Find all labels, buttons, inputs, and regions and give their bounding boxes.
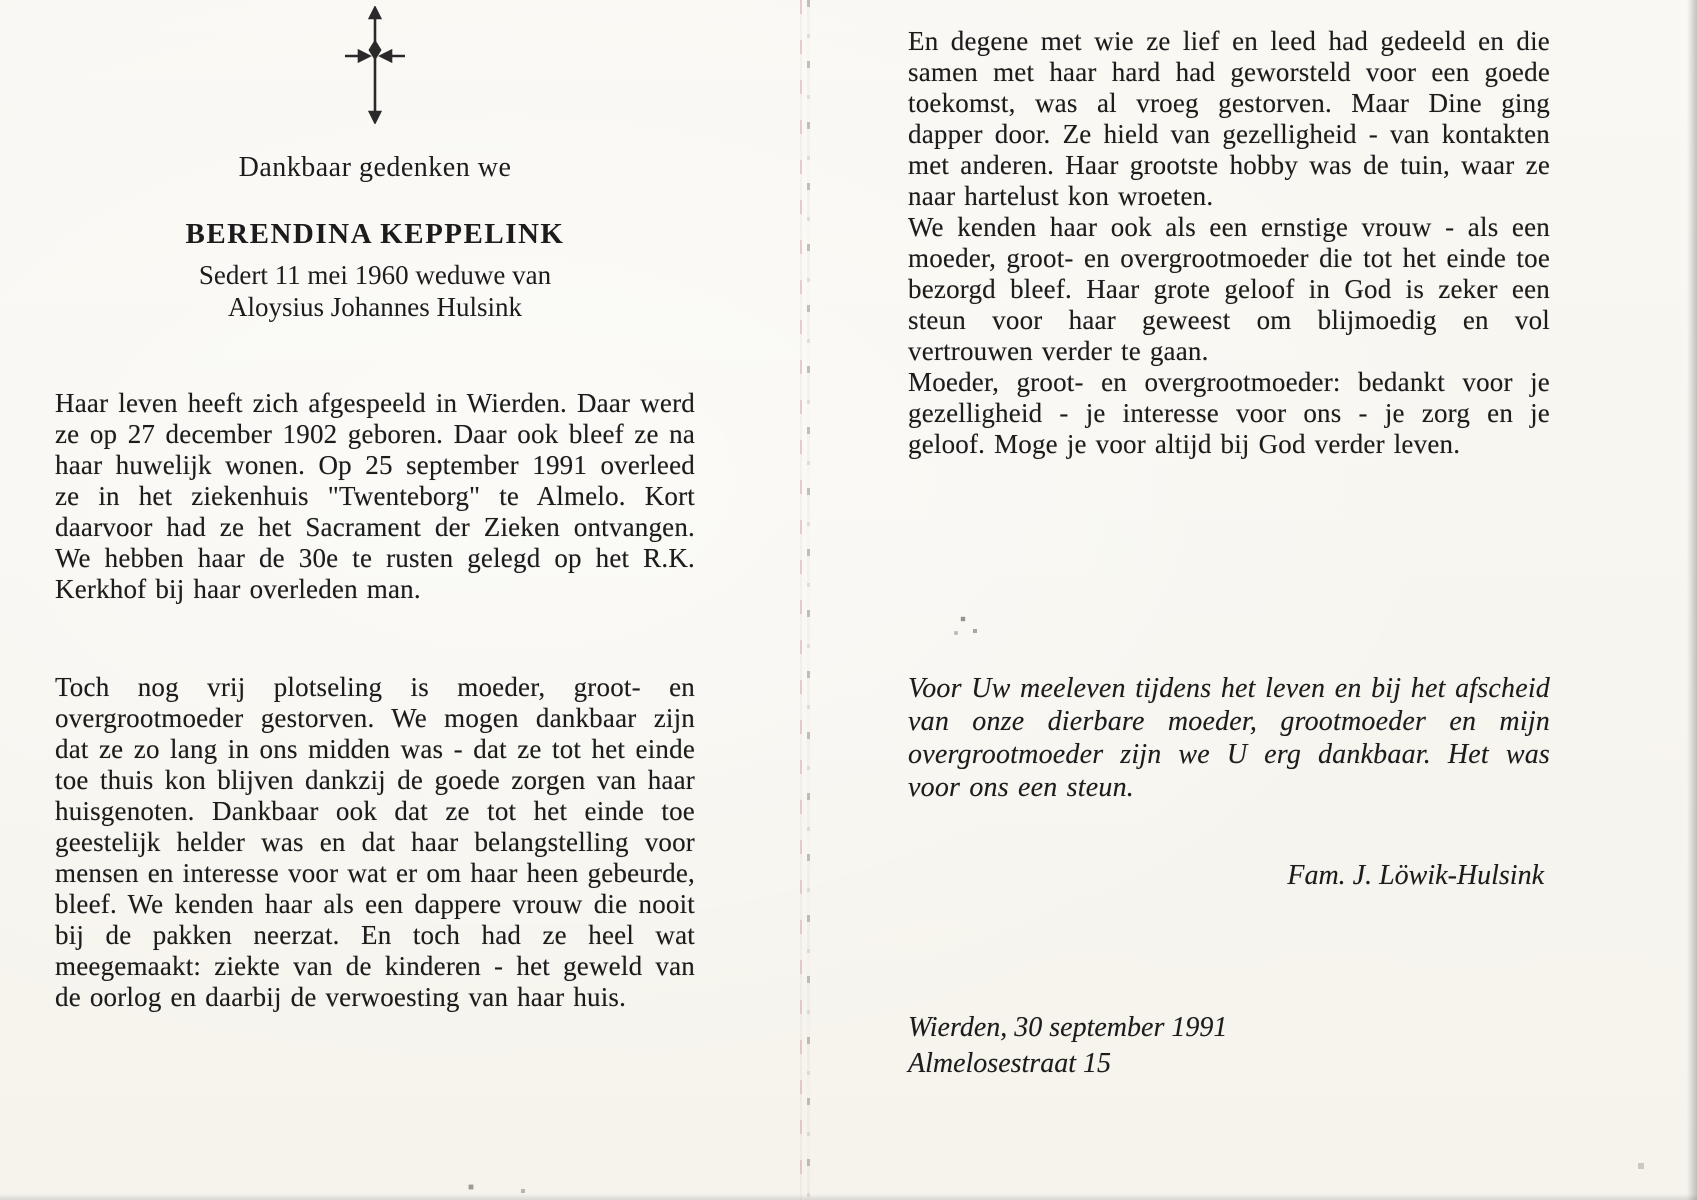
left-page <box>55 0 695 1200</box>
gratitude-paragraph: Toch nog vrij plotseling is moeder, groot- en overgrootmoeder gestorven. We mogen dankbaar zijn dat ze zo lang in ons midden was - dat ze tot het einde toe thuis kon blijven dankzij de goede zorgen van haar huisgenoten. Dankbaar ook dat ze tot het einde toe geestelijk helder was en dat haar belangstelling voor mensen en interesse voor wat er om haar heen gebeurde, bleef. We kenden haar als een dappere vrouw die nooit bij de pakken neerzat. En toch had ze heel wat meegemaakt: ziekte van de kinderen - het geweld van de oorlog en daarbij de verwoesting van haar huis. <box>55 672 695 1012</box>
character-paragraph: We kenden haar ook als een ernstige vrouw - als een moeder, groot- en overgrootmoeder die tot het einde toe bezorgd bleef. Haar grote geloof in God is zeker een steun voor haar geweest om blijmoedig en vol vertrouwen verder te gaan. <box>908 212 1550 366</box>
widow-since-line: Sedert 11 mei 1960 weduwe van <box>198 260 552 290</box>
memorial-text-block <box>908 26 1550 460</box>
address-line: Almelosestraat 15 <box>908 1048 1111 1079</box>
husband-memory-paragraph: En degene met wie ze lief en leed had gedeeld en die samen met haar hard had geworsteld voor een goede toekomst, was al vroeg gestorven. Maar Dine ging dapper door. Ze hield van gezelligheid - van kontakten met anderen. Haar grootste hobby was de tuin, waar ze naar hartelust kon wroeten. <box>908 26 1550 211</box>
scan-edge-shadow-bottom <box>0 1194 1697 1200</box>
fold-line <box>798 0 814 1200</box>
life-history-paragraph: Haar leven heeft zich afgespeeld in Wierden. Daar werd ze op 27 december 1902 geboren. Daar ook bleef ze na haar huwelijk wonen. Op 25 september 1991 overleed ze in het ziekenhuis "Twenteborg" te Almelo. Kort daarvoor had ze het Sacrament der Zieken ontvangen. We hebben haar de 30e te rusten gelegd op het R.K. Kerkhof bij haar overleden man. <box>55 388 695 604</box>
scan-noise-specks <box>0 0 2 2</box>
husband-name-line: Aloysius Johannes Hulsink <box>227 292 522 322</box>
farewell-paragraph: Moeder, groot- en overgrootmoeder: bedankt voor je gezelligheid - je interesse voor ons - je zorg en je geloof. Moge je voor altijd bij God verder leven. <box>908 367 1550 459</box>
scan-edge-shadow-right <box>1687 0 1697 1200</box>
deceased-name: BERENDINA KEPPELINK <box>185 218 565 250</box>
right-page <box>908 0 1550 1200</box>
intro-line: Dankbaar gedenken we <box>238 152 512 183</box>
family-signature: Fam. J. Löwik-Hulsink <box>1287 860 1544 891</box>
cross-icon <box>55 6 695 124</box>
acknowledgement-paragraph: Voor Uw meeleven tijdens het leven en bij het afscheid van onze dierbare moeder, grootmoeder en mijn overgrootmoeder zijn we U erg dankbaar. Het was voor ons een steun. <box>908 673 1550 803</box>
place-and-date: Wierden, 30 september 1991 <box>908 1012 1228 1043</box>
